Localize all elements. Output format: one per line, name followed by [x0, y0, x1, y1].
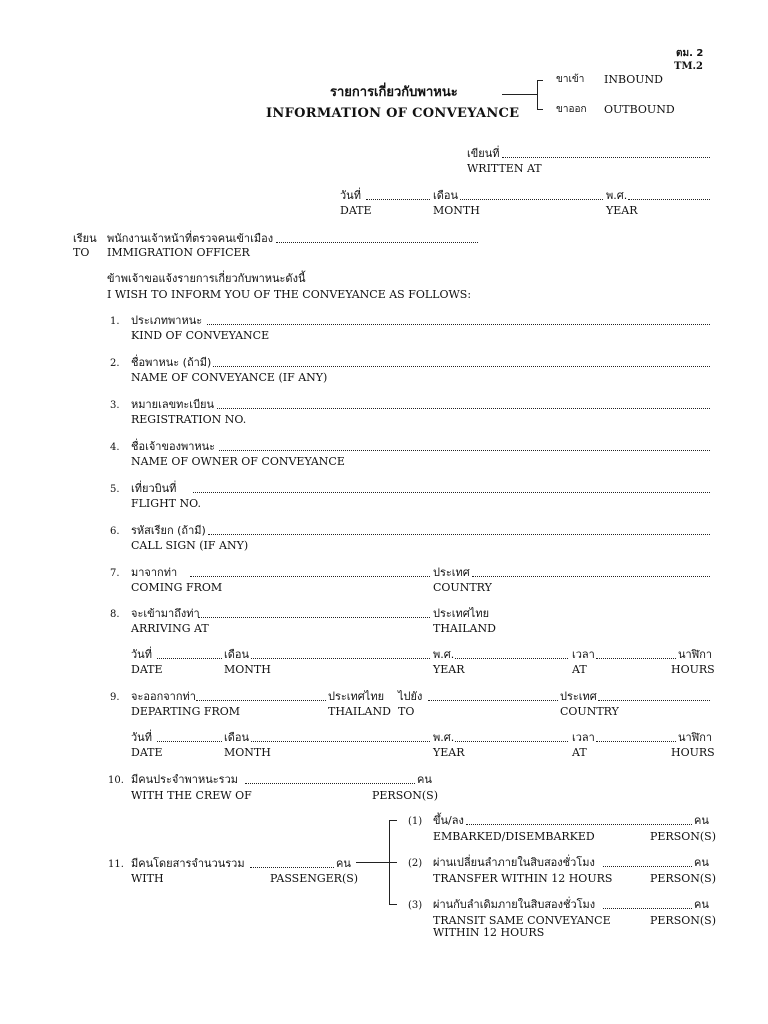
sub-3-unit-en: PERSON(S): [650, 914, 717, 927]
month-en: MONTH: [433, 204, 480, 217]
date-en: DATE: [340, 204, 372, 217]
arr-month-en: MONTH: [224, 663, 271, 676]
name-of-conveyance-field[interactable]: [213, 366, 710, 367]
item-5-number: 5.: [110, 484, 120, 495]
item-3-number: 3.: [110, 400, 120, 411]
year-en: YEAR: [606, 204, 638, 217]
arr-hours-thai: นาฬิกา: [678, 648, 713, 661]
item-3-thai: หมายเลขทะเบียน: [131, 398, 215, 411]
immigration-field[interactable]: [276, 242, 478, 243]
transfer-count-field[interactable]: [603, 866, 692, 867]
departure-time-field[interactable]: [596, 741, 676, 742]
dep-year-en: YEAR: [433, 746, 465, 759]
item-11-unit-thai: คน: [336, 857, 351, 870]
item-3-en: REGISTRATION NO.: [131, 413, 247, 426]
item-7-en: COMING FROM: [131, 581, 223, 594]
year-field[interactable]: [628, 199, 710, 200]
bracket-vertical: [537, 80, 538, 110]
intro-en: I WISH TO INFORM YOU OF THE CONVEYANCE AS FOLLOWS:: [107, 288, 472, 301]
kind-of-conveyance-field[interactable]: [207, 324, 710, 325]
arriving-at-field[interactable]: [198, 617, 430, 618]
item-10-unit-thai: คน: [417, 773, 432, 786]
departure-month-field[interactable]: [251, 741, 430, 742]
item-11-number: 11.: [108, 859, 124, 870]
bracket-bottom: [537, 109, 543, 110]
sub-3-en: TRANSIT SAME CONVEYANCE: [433, 914, 611, 927]
item-9-country-thai: ประเทศ: [560, 690, 597, 703]
item-9-en: DEPARTING FROM: [131, 705, 241, 718]
departure-year-field[interactable]: [455, 741, 568, 742]
immigration-en: IMMIGRATION OFFICER: [107, 246, 250, 259]
crew-count-field[interactable]: [245, 783, 415, 784]
item-7-country-thai: ประเทศ: [433, 566, 470, 579]
item-9-thailand-thai: ประเทศไทย: [328, 690, 385, 703]
arr-at-en: AT: [572, 663, 587, 676]
item-9-number: 9.: [110, 692, 120, 703]
sub-3-unit-thai: คน: [694, 898, 709, 911]
form-code-en: TM.2: [674, 61, 703, 72]
embarked-count-field[interactable]: [466, 824, 692, 825]
written-at-field[interactable]: [502, 157, 710, 158]
item-9-country-en: COUNTRY: [560, 705, 619, 718]
sub-1-unit-en: PERSON(S): [650, 830, 717, 843]
dep-at-thai: เวลา: [572, 731, 595, 744]
item-10-thai: มีคนประจำพาหนะรวม: [131, 773, 238, 786]
date-field[interactable]: [366, 199, 430, 200]
departing-to-field[interactable]: [428, 700, 558, 701]
arr-year-thai: พ.ศ.: [433, 648, 455, 661]
departing-from-field[interactable]: [196, 700, 326, 701]
immigration-thai: พนักงานเจ้าหน้าที่ตรวจคนเข้าเมือง: [107, 232, 274, 245]
form-code-thai: ตม. 2: [676, 48, 704, 59]
dep-year-thai: พ.ศ.: [433, 731, 455, 744]
coming-country-field[interactable]: [472, 576, 710, 577]
coming-from-field[interactable]: [190, 576, 430, 577]
date-thai: วันที่: [340, 189, 361, 202]
dep-hours-thai: นาฬิกา: [678, 731, 713, 744]
sub-2-thai: ผ่านเปลี่ยนลำภายในสิบสองชั่วโมง: [433, 856, 595, 869]
item-2-number: 2.: [110, 358, 120, 369]
item-5-thai: เที่ยวบินที่: [131, 482, 177, 495]
written-at-thai: เขียนที่: [467, 147, 500, 160]
title-thai: รายการเกี่ยวกับพาหนะ: [330, 85, 458, 100]
item-9-to-en: TO: [398, 705, 415, 718]
item-8-number: 8.: [110, 609, 120, 620]
item-10-number: 10.: [108, 775, 124, 786]
dep-month-thai: เดือน: [224, 731, 250, 744]
item-4-thai: ชื่อเจ้าของพาหนะ: [131, 440, 216, 453]
transit-count-field[interactable]: [603, 908, 692, 909]
sub-1-thai: ขึ้น/ลง: [433, 814, 464, 827]
item-10-unit-en: PERSON(S): [372, 789, 439, 802]
bracket-top: [537, 80, 543, 81]
arr-month-thai: เดือน: [224, 648, 250, 661]
item-2-en: NAME OF CONVEYANCE (IF ANY): [131, 371, 328, 384]
sub-2-unit-en: PERSON(S): [650, 872, 717, 885]
item-9-thailand-en: THAILAND: [328, 705, 391, 718]
inbound-thai: ขาเข้า: [556, 74, 585, 85]
item-1-thai: ประเภทพาหนะ: [131, 314, 203, 327]
sub-3-en-line2: WITHIN 12 HOURS: [433, 926, 545, 939]
registration-no-field[interactable]: [217, 408, 710, 409]
outbound-thai: ขาออก: [556, 104, 587, 115]
item-6-en: CALL SIGN (IF ANY): [131, 539, 249, 552]
inbound-en: INBOUND: [604, 73, 663, 86]
sub-1-unit-thai: คน: [694, 814, 709, 827]
sub-1-number: (1): [408, 816, 423, 827]
sub-2-number: (2): [408, 858, 423, 869]
dep-date-thai: วันที่: [131, 731, 152, 744]
arr-date-thai: วันที่: [131, 648, 152, 661]
written-at-en: WRITTEN AT: [467, 162, 542, 175]
item-8-en: ARRIVING AT: [131, 622, 209, 635]
item-8-thailand-thai: ประเทศไทย: [433, 607, 490, 620]
item-7-country-en: COUNTRY: [433, 581, 492, 594]
arr-at-thai: เวลา: [572, 648, 595, 661]
item-8-thai: จะเข้ามาถึงท่า: [131, 607, 200, 620]
item-7-number: 7.: [110, 568, 120, 579]
item-4-number: 4.: [110, 442, 120, 453]
dep-hours-en: HOURS: [671, 746, 715, 759]
item-6-number: 6.: [110, 526, 120, 537]
call-sign-field[interactable]: [208, 534, 710, 535]
passenger-bracket-connector: [356, 862, 390, 863]
to-thai: เรียน: [73, 232, 97, 245]
passenger-bracket-middle: [389, 862, 397, 863]
arrival-year-field[interactable]: [455, 658, 568, 659]
item-1-number: 1.: [110, 316, 120, 327]
arr-date-en: DATE: [131, 663, 163, 676]
arrival-time-field[interactable]: [596, 658, 676, 659]
sub-1-en: EMBARKED/DISEMBARKED: [433, 830, 595, 843]
arr-hours-en: HOURS: [671, 663, 715, 676]
item-11-unit-en: PASSENGER(S): [270, 872, 359, 885]
bracket-connector: [502, 94, 538, 95]
title-en: INFORMATION OF CONVEYANCE: [266, 106, 520, 121]
departure-date-field[interactable]: [157, 741, 222, 742]
item-8-thailand-en: THAILAND: [433, 622, 496, 635]
to-en: TO: [73, 246, 90, 259]
arrival-date-field[interactable]: [157, 658, 222, 659]
month-thai: เดือน: [433, 189, 459, 202]
item-1-en: KIND OF CONVEYANCE: [131, 329, 270, 342]
dep-month-en: MONTH: [224, 746, 271, 759]
item-9-to-thai: ไปยัง: [398, 690, 423, 703]
year-thai: พ.ศ.: [606, 189, 628, 202]
item-5-en: FLIGHT NO.: [131, 497, 201, 510]
item-11-thai: มีคนโดยสารจำนวนรวม: [131, 857, 245, 870]
passenger-bracket-bottom: [389, 904, 397, 905]
month-field[interactable]: [460, 199, 603, 200]
outbound-en: OUTBOUND: [604, 103, 675, 116]
flight-no-field[interactable]: [193, 492, 710, 493]
passenger-bracket-top: [389, 820, 397, 821]
passenger-count-field[interactable]: [250, 867, 334, 868]
item-9-thai: จะออกจากท่า: [131, 690, 196, 703]
sub-2-unit-thai: คน: [694, 856, 709, 869]
arrival-month-field[interactable]: [251, 658, 430, 659]
sub-3-thai: ผ่านกับลำเดิมภายในสิบสองชั่วโมง: [433, 898, 596, 911]
owner-name-field[interactable]: [219, 450, 710, 451]
item-6-thai: รหัสเรียก (ถ้ามี): [131, 524, 206, 537]
sub-3-number: (3): [408, 900, 423, 911]
item-4-en: NAME OF OWNER OF CONVEYANCE: [131, 455, 345, 468]
dep-at-en: AT: [572, 746, 587, 759]
item-2-thai: ชื่อพาหนะ (ถ้ามี): [131, 356, 212, 369]
sub-2-en: TRANSFER WITHIN 12 HOURS: [433, 872, 613, 885]
item-10-en: WITH THE CREW OF: [131, 789, 252, 802]
departing-country-field[interactable]: [598, 700, 710, 701]
item-11-en: WITH: [131, 872, 164, 885]
intro-thai: ข้าพเจ้าขอแจ้งรายการเกี่ยวกับพาหนะดังนี้: [107, 272, 306, 285]
arr-year-en: YEAR: [433, 663, 465, 676]
dep-date-en: DATE: [131, 746, 163, 759]
item-7-thai: มาจากท่า: [131, 566, 178, 579]
